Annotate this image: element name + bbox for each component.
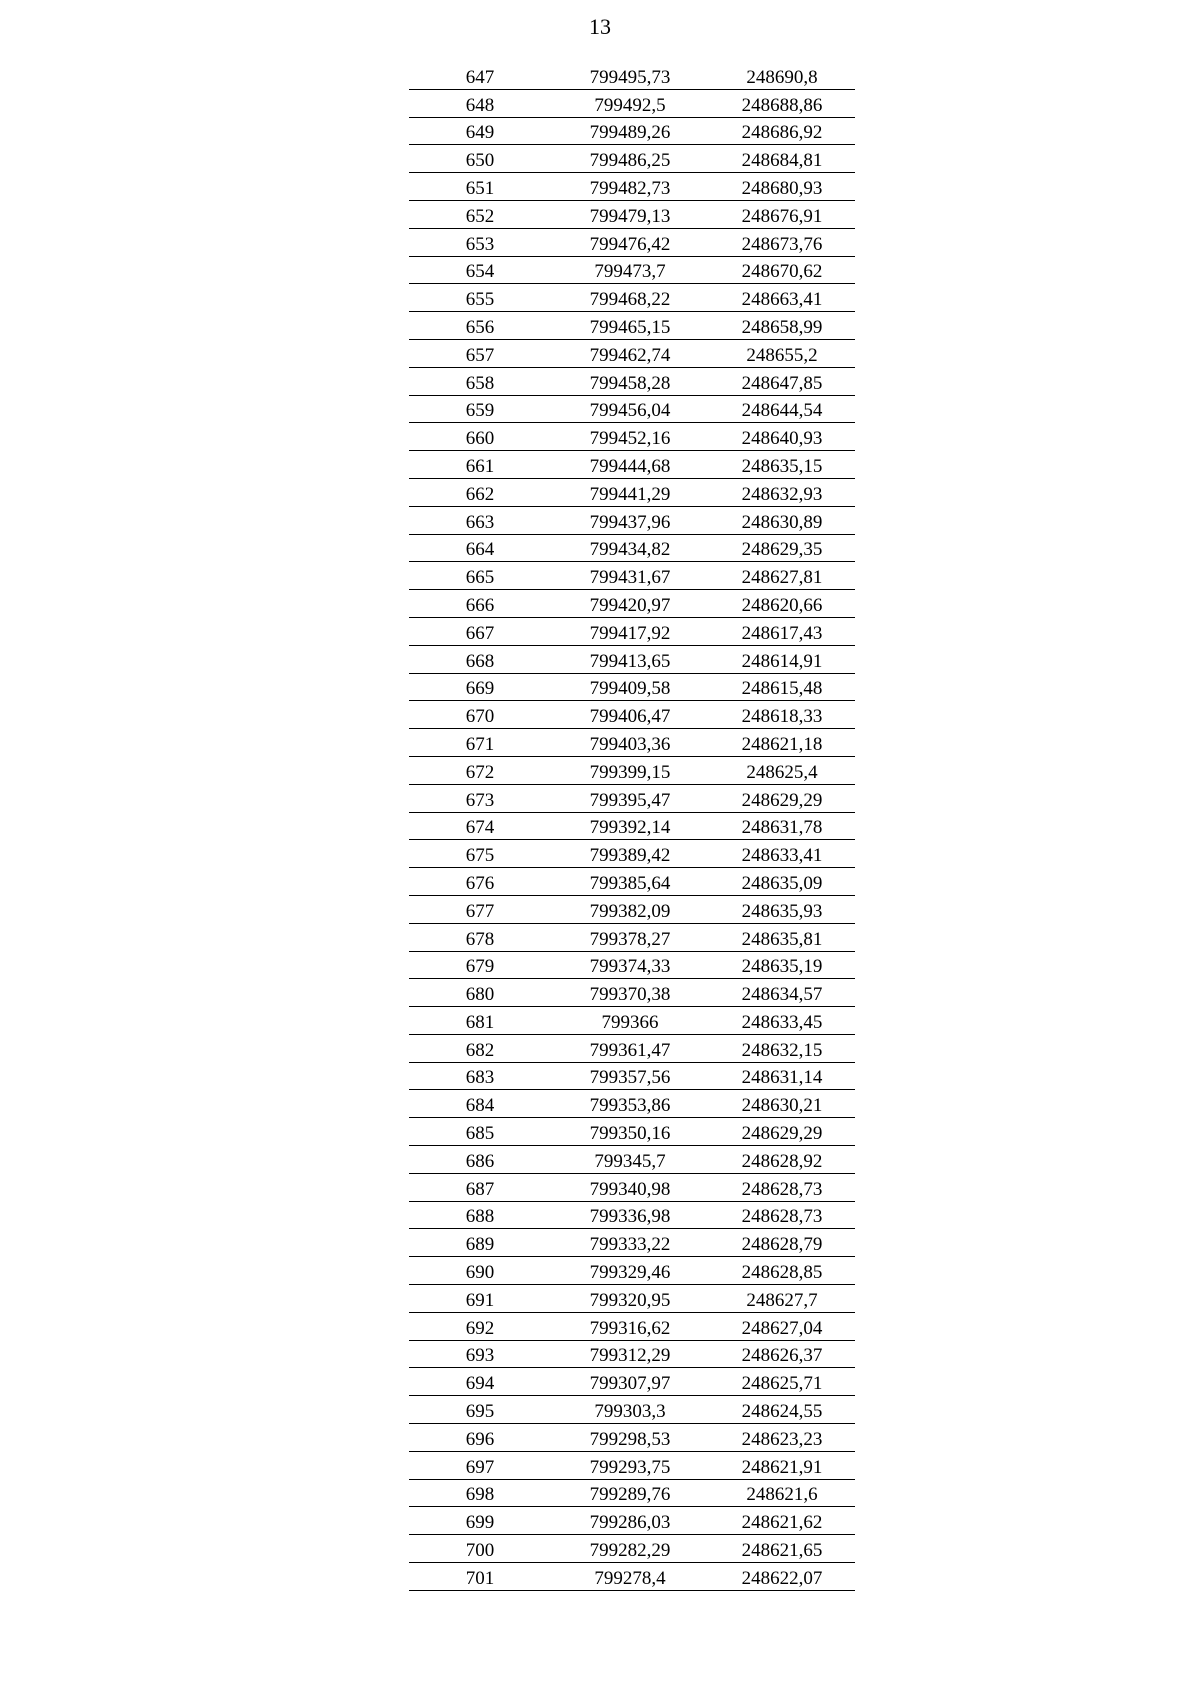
- x-coordinate-cell: 799431,67: [551, 562, 709, 590]
- y-coordinate-cell: 248621,91: [709, 1451, 855, 1479]
- point-number-cell: 693: [409, 1340, 551, 1368]
- x-coordinate-cell: 799350,16: [551, 1118, 709, 1146]
- table-row: [409, 562, 855, 590]
- point-number-cell: 686: [409, 1146, 551, 1174]
- point-number-cell: 654: [409, 256, 551, 284]
- point-number-cell: 676: [409, 868, 551, 896]
- y-coordinate-cell: 248640,93: [709, 423, 855, 451]
- y-coordinate-cell: 248628,73: [709, 1201, 855, 1229]
- point-number-cell: 685: [409, 1118, 551, 1146]
- table-row: [409, 840, 855, 868]
- x-coordinate-cell: 799420,97: [551, 590, 709, 618]
- x-coordinate-cell: 799293,75: [551, 1451, 709, 1479]
- x-coordinate-cell: 799406,47: [551, 701, 709, 729]
- y-coordinate-cell: 248618,33: [709, 701, 855, 729]
- y-coordinate-cell: 248628,85: [709, 1257, 855, 1285]
- x-coordinate-cell: 799286,03: [551, 1507, 709, 1535]
- x-coordinate-cell: 799468,22: [551, 284, 709, 312]
- point-number-cell: 679: [409, 951, 551, 979]
- x-coordinate-cell: 799361,47: [551, 1034, 709, 1062]
- point-number-cell: 669: [409, 673, 551, 701]
- point-number-cell: 701: [409, 1563, 551, 1591]
- table-row: [409, 534, 855, 562]
- point-number-cell: 672: [409, 756, 551, 784]
- x-coordinate-cell: 799465,15: [551, 312, 709, 340]
- point-number-cell: 698: [409, 1479, 551, 1507]
- table-row: [409, 89, 855, 117]
- point-number-cell: 652: [409, 200, 551, 228]
- coordinates-table-body: [409, 62, 855, 1590]
- point-number-cell: 692: [409, 1312, 551, 1340]
- point-number-cell: 688: [409, 1201, 551, 1229]
- point-number-cell: 671: [409, 729, 551, 757]
- table-row: [409, 979, 855, 1007]
- table-row: [409, 617, 855, 645]
- x-coordinate-cell: 799456,04: [551, 395, 709, 423]
- y-coordinate-cell: 248647,85: [709, 367, 855, 395]
- x-coordinate-cell: 799366: [551, 1007, 709, 1035]
- table-row: [409, 478, 855, 506]
- y-coordinate-cell: 248633,41: [709, 840, 855, 868]
- x-coordinate-cell: 799476,42: [551, 228, 709, 256]
- x-coordinate-cell: 799444,68: [551, 451, 709, 479]
- y-coordinate-cell: 248635,09: [709, 868, 855, 896]
- x-coordinate-cell: 799452,16: [551, 423, 709, 451]
- point-number-cell: 683: [409, 1062, 551, 1090]
- table-row: [409, 284, 855, 312]
- table-row: [409, 590, 855, 618]
- point-number-cell: 681: [409, 1007, 551, 1035]
- point-number-cell: 697: [409, 1451, 551, 1479]
- x-coordinate-cell: 799489,26: [551, 117, 709, 145]
- table-row: [409, 1034, 855, 1062]
- page-number: 13: [589, 14, 611, 39]
- x-coordinate-cell: 799492,5: [551, 89, 709, 117]
- y-coordinate-cell: 248617,43: [709, 617, 855, 645]
- y-coordinate-cell: 248615,48: [709, 673, 855, 701]
- table-row: [409, 812, 855, 840]
- point-number-cell: 659: [409, 395, 551, 423]
- point-number-cell: 668: [409, 645, 551, 673]
- table-row: [409, 1535, 855, 1563]
- table-row: [409, 451, 855, 479]
- x-coordinate-cell: 799458,28: [551, 367, 709, 395]
- x-coordinate-cell: 799278,4: [551, 1563, 709, 1591]
- x-coordinate-cell: 799473,7: [551, 256, 709, 284]
- y-coordinate-cell: 248686,92: [709, 117, 855, 145]
- y-coordinate-cell: 248680,93: [709, 173, 855, 201]
- y-coordinate-cell: 248634,57: [709, 979, 855, 1007]
- point-number-cell: 666: [409, 590, 551, 618]
- x-coordinate-cell: 799378,27: [551, 923, 709, 951]
- y-coordinate-cell: 248684,81: [709, 145, 855, 173]
- y-coordinate-cell: 248663,41: [709, 284, 855, 312]
- y-coordinate-cell: 248670,62: [709, 256, 855, 284]
- x-coordinate-cell: 799437,96: [551, 506, 709, 534]
- point-number-cell: 689: [409, 1229, 551, 1257]
- y-coordinate-cell: 248628,73: [709, 1173, 855, 1201]
- y-coordinate-cell: 248655,2: [709, 339, 855, 367]
- table-row: [409, 1396, 855, 1424]
- x-coordinate-cell: 799298,53: [551, 1424, 709, 1452]
- x-coordinate-cell: 799316,62: [551, 1312, 709, 1340]
- coordinates-table: [409, 62, 855, 1591]
- table-row: [409, 1146, 855, 1174]
- point-number-cell: 670: [409, 701, 551, 729]
- y-coordinate-cell: 248629,29: [709, 1118, 855, 1146]
- y-coordinate-cell: 248630,89: [709, 506, 855, 534]
- y-coordinate-cell: 248688,86: [709, 89, 855, 117]
- x-coordinate-cell: 799403,36: [551, 729, 709, 757]
- point-number-cell: 675: [409, 840, 551, 868]
- table-row: [409, 228, 855, 256]
- point-number-cell: 653: [409, 228, 551, 256]
- x-coordinate-cell: 799385,64: [551, 868, 709, 896]
- table-row: [409, 729, 855, 757]
- y-coordinate-cell: 248644,54: [709, 395, 855, 423]
- table-row: [409, 1118, 855, 1146]
- point-number-cell: 665: [409, 562, 551, 590]
- table-row: [409, 62, 855, 89]
- table-row: [409, 1090, 855, 1118]
- point-number-cell: 661: [409, 451, 551, 479]
- x-coordinate-cell: 799345,7: [551, 1146, 709, 1174]
- y-coordinate-cell: 248628,79: [709, 1229, 855, 1257]
- table-row: [409, 868, 855, 896]
- x-coordinate-cell: 799282,29: [551, 1535, 709, 1563]
- y-coordinate-cell: 248673,76: [709, 228, 855, 256]
- x-coordinate-cell: 799357,56: [551, 1062, 709, 1090]
- point-number-cell: 678: [409, 923, 551, 951]
- x-coordinate-cell: 799479,13: [551, 200, 709, 228]
- y-coordinate-cell: 248624,55: [709, 1396, 855, 1424]
- table-row: [409, 701, 855, 729]
- y-coordinate-cell: 248623,23: [709, 1424, 855, 1452]
- table-row: [409, 173, 855, 201]
- y-coordinate-cell: 248621,65: [709, 1535, 855, 1563]
- y-coordinate-cell: 248676,91: [709, 200, 855, 228]
- y-coordinate-cell: 248633,45: [709, 1007, 855, 1035]
- x-coordinate-cell: 799329,46: [551, 1257, 709, 1285]
- y-coordinate-cell: 248635,19: [709, 951, 855, 979]
- point-number-cell: 660: [409, 423, 551, 451]
- x-coordinate-cell: 799482,73: [551, 173, 709, 201]
- table-row: [409, 1062, 855, 1090]
- table-row: [409, 145, 855, 173]
- point-number-cell: 664: [409, 534, 551, 562]
- table-row: [409, 1507, 855, 1535]
- table-row: [409, 423, 855, 451]
- point-number-cell: 650: [409, 145, 551, 173]
- y-coordinate-cell: 248620,66: [709, 590, 855, 618]
- x-coordinate-cell: 799312,29: [551, 1340, 709, 1368]
- point-number-cell: 674: [409, 812, 551, 840]
- table-row: [409, 1424, 855, 1452]
- y-coordinate-cell: 248621,6: [709, 1479, 855, 1507]
- x-coordinate-cell: 799413,65: [551, 645, 709, 673]
- table-row: [409, 645, 855, 673]
- point-number-cell: 682: [409, 1034, 551, 1062]
- x-coordinate-cell: 799382,09: [551, 895, 709, 923]
- y-coordinate-cell: 248658,99: [709, 312, 855, 340]
- y-coordinate-cell: 248627,7: [709, 1285, 855, 1313]
- x-coordinate-cell: 799370,38: [551, 979, 709, 1007]
- point-number-cell: 687: [409, 1173, 551, 1201]
- table-row: [409, 339, 855, 367]
- point-number-cell: 662: [409, 478, 551, 506]
- x-coordinate-cell: 799320,95: [551, 1285, 709, 1313]
- point-number-cell: 700: [409, 1535, 551, 1563]
- point-number-cell: 647: [409, 62, 551, 89]
- x-coordinate-cell: 799392,14: [551, 812, 709, 840]
- x-coordinate-cell: 799395,47: [551, 784, 709, 812]
- table-row: [409, 200, 855, 228]
- point-number-cell: 673: [409, 784, 551, 812]
- table-row: [409, 395, 855, 423]
- point-number-cell: 694: [409, 1368, 551, 1396]
- table-row: [409, 1007, 855, 1035]
- table-row: [409, 117, 855, 145]
- table-row: [409, 756, 855, 784]
- y-coordinate-cell: 248632,93: [709, 478, 855, 506]
- y-coordinate-cell: 248690,8: [709, 62, 855, 89]
- y-coordinate-cell: 248629,35: [709, 534, 855, 562]
- x-coordinate-cell: 799495,73: [551, 62, 709, 89]
- x-coordinate-cell: 799417,92: [551, 617, 709, 645]
- y-coordinate-cell: 248621,18: [709, 729, 855, 757]
- y-coordinate-cell: 248635,93: [709, 895, 855, 923]
- y-coordinate-cell: 248629,29: [709, 784, 855, 812]
- table-row: [409, 951, 855, 979]
- y-coordinate-cell: 248635,15: [709, 451, 855, 479]
- x-coordinate-cell: 799336,98: [551, 1201, 709, 1229]
- table-row: [409, 1285, 855, 1313]
- x-coordinate-cell: 799389,42: [551, 840, 709, 868]
- y-coordinate-cell: 248622,07: [709, 1563, 855, 1591]
- point-number-cell: 658: [409, 367, 551, 395]
- point-number-cell: 699: [409, 1507, 551, 1535]
- y-coordinate-cell: 248632,15: [709, 1034, 855, 1062]
- y-coordinate-cell: 248614,91: [709, 645, 855, 673]
- y-coordinate-cell: 248635,81: [709, 923, 855, 951]
- point-number-cell: 684: [409, 1090, 551, 1118]
- table-row: [409, 256, 855, 284]
- y-coordinate-cell: 248626,37: [709, 1340, 855, 1368]
- x-coordinate-cell: 799434,82: [551, 534, 709, 562]
- x-coordinate-cell: 799441,29: [551, 478, 709, 506]
- point-number-cell: 667: [409, 617, 551, 645]
- table-row: [409, 1368, 855, 1396]
- y-coordinate-cell: 248621,62: [709, 1507, 855, 1535]
- x-coordinate-cell: 799353,86: [551, 1090, 709, 1118]
- point-number-cell: 690: [409, 1257, 551, 1285]
- x-coordinate-cell: 799340,98: [551, 1173, 709, 1201]
- x-coordinate-cell: 799462,74: [551, 339, 709, 367]
- table-row: [409, 1479, 855, 1507]
- x-coordinate-cell: 799289,76: [551, 1479, 709, 1507]
- y-coordinate-cell: 248630,21: [709, 1090, 855, 1118]
- y-coordinate-cell: 248628,92: [709, 1146, 855, 1174]
- point-number-cell: 696: [409, 1424, 551, 1452]
- table-row: [409, 1312, 855, 1340]
- point-number-cell: 663: [409, 506, 551, 534]
- x-coordinate-cell: 799486,25: [551, 145, 709, 173]
- y-coordinate-cell: 248631,78: [709, 812, 855, 840]
- y-coordinate-cell: 248631,14: [709, 1062, 855, 1090]
- table-row: [409, 506, 855, 534]
- point-number-cell: 680: [409, 979, 551, 1007]
- table-row: [409, 1173, 855, 1201]
- table-row: [409, 1340, 855, 1368]
- y-coordinate-cell: 248625,4: [709, 756, 855, 784]
- table-row: [409, 312, 855, 340]
- point-number-cell: 656: [409, 312, 551, 340]
- point-number-cell: 677: [409, 895, 551, 923]
- point-number-cell: 648: [409, 89, 551, 117]
- table-row: [409, 1201, 855, 1229]
- x-coordinate-cell: 799409,58: [551, 673, 709, 701]
- table-row: [409, 784, 855, 812]
- x-coordinate-cell: 799303,3: [551, 1396, 709, 1424]
- x-coordinate-cell: 799307,97: [551, 1368, 709, 1396]
- y-coordinate-cell: 248627,04: [709, 1312, 855, 1340]
- point-number-cell: 695: [409, 1396, 551, 1424]
- x-coordinate-cell: 799399,15: [551, 756, 709, 784]
- x-coordinate-cell: 799374,33: [551, 951, 709, 979]
- point-number-cell: 657: [409, 339, 551, 367]
- table-row: [409, 923, 855, 951]
- table-row: [409, 367, 855, 395]
- table-row: [409, 1257, 855, 1285]
- table-row: [409, 1229, 855, 1257]
- point-number-cell: 655: [409, 284, 551, 312]
- point-number-cell: 649: [409, 117, 551, 145]
- x-coordinate-cell: 799333,22: [551, 1229, 709, 1257]
- table-row: [409, 895, 855, 923]
- table-row: [409, 1451, 855, 1479]
- point-number-cell: 691: [409, 1285, 551, 1313]
- y-coordinate-cell: 248625,71: [709, 1368, 855, 1396]
- y-coordinate-cell: 248627,81: [709, 562, 855, 590]
- table-row: [409, 673, 855, 701]
- point-number-cell: 651: [409, 173, 551, 201]
- table-row: [409, 1563, 855, 1591]
